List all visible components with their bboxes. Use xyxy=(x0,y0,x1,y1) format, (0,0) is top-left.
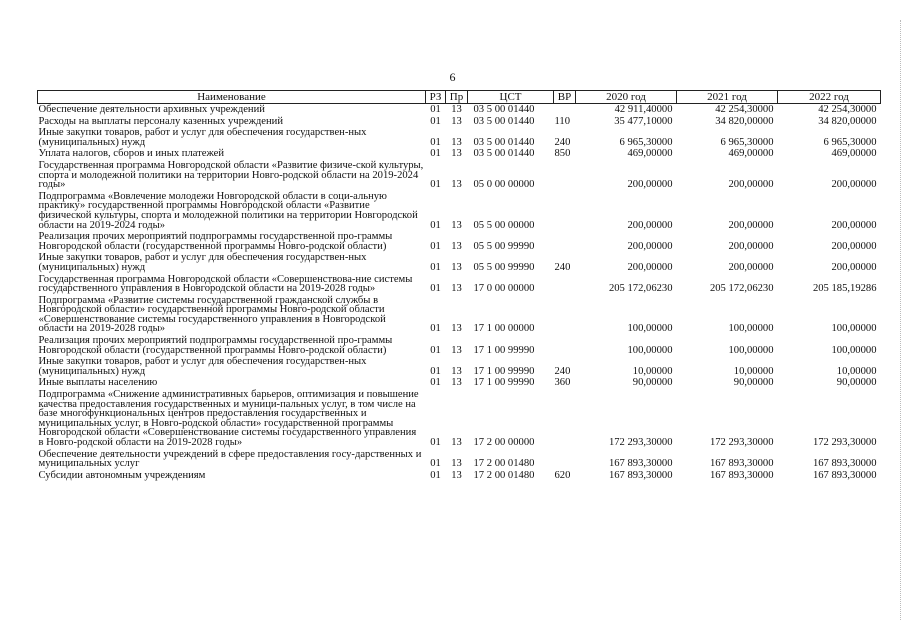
row-name: Подпрограмма «Снижение административных барьеров, оптимизация и повышение качества предоставления государственных и муници-пальных услуг, в том числе на базе многофункциональных центров предоставления государственных и муниципальных услуг, в Новго-родской области» государственной программы Новгородской области «Совершенствование системы государственного управления в Новго-родской области на 2019-2028 годы» xyxy=(38,389,419,448)
row-vr xyxy=(554,389,576,449)
row-2021: 200,00000 xyxy=(728,261,774,273)
table-row xyxy=(38,148,881,160)
row-2022: 200,00000 xyxy=(831,179,877,191)
table-row xyxy=(38,449,881,470)
row-cst: 03 5 00 01440 xyxy=(473,104,535,115)
row-2021: 6 965,30000 xyxy=(720,136,774,148)
header-name: Наименование xyxy=(38,91,426,104)
row-2021: 167 893,30000 xyxy=(709,458,774,470)
row-cst: 17 0 00 00000 xyxy=(473,283,535,295)
header-2020: 2020 год xyxy=(576,91,677,104)
table-row xyxy=(38,470,881,482)
row-2021: 172 293,30000 xyxy=(709,437,774,448)
row-2022: 90,00000 xyxy=(836,377,877,389)
row-vr: 620 xyxy=(554,469,571,481)
budget-table xyxy=(37,90,881,481)
table-row xyxy=(38,252,881,273)
row-rz: 01 xyxy=(430,323,441,335)
row-2021: 42 254,30000 xyxy=(715,104,774,115)
header-pr: Пр xyxy=(446,91,468,104)
row-vr xyxy=(554,295,576,335)
row-vr xyxy=(554,231,576,252)
row-pr: 13 xyxy=(451,240,462,252)
row-2020: 90,00000 xyxy=(632,377,673,389)
row-name: Подпрограмма «Вовлечение молодежи Новгородской области в соци-альную практику» государственной программы Новгородской области «Развитие физической культуры, спорта и молодежной политики на территории Новгородской области на 2019-2024 годы» xyxy=(38,190,418,231)
row-vr: 240 xyxy=(554,261,571,273)
row-2020: 100,00000 xyxy=(627,323,673,335)
row-pr: 13 xyxy=(451,323,462,335)
row-vr xyxy=(554,160,576,191)
row-rz: 01 xyxy=(430,469,441,481)
row-2020: 10,00000 xyxy=(632,365,673,377)
table-header-row xyxy=(38,91,881,104)
row-pr: 13 xyxy=(451,283,462,295)
row-vr xyxy=(554,274,576,295)
row-cst: 03 5 00 01440 xyxy=(473,136,535,148)
table-row xyxy=(38,191,881,231)
row-2020: 200,00000 xyxy=(627,261,673,273)
row-pr: 13 xyxy=(451,344,462,356)
scan-edge-line xyxy=(899,20,901,620)
row-name: Подпрограмма «Развитие системы государственной гражданской службы в Новгородской области» государственной программы Новго-родской области «Совершенствование системы государственного управления в Новгородской области на 2019-2028 годы» xyxy=(38,294,386,335)
table-row xyxy=(38,160,881,191)
header-rz: РЗ xyxy=(426,91,446,104)
row-2022: 167 893,30000 xyxy=(812,458,877,470)
row-name: Иные закупки товаров, работ и услуг для обеспечения государствен-ных (муниципальных) нужд xyxy=(38,127,367,148)
row-pr: 13 xyxy=(451,179,462,191)
row-cst: 03 5 00 01440 xyxy=(473,115,535,127)
row-2022: 200,00000 xyxy=(831,261,877,273)
row-2022: 172 293,30000 xyxy=(812,437,877,448)
row-cst: 05 5 00 99990 xyxy=(473,240,535,252)
row-cst: 17 1 00 99990 xyxy=(473,344,535,356)
row-2021: 167 893,30000 xyxy=(709,469,774,481)
row-rz: 01 xyxy=(430,283,441,295)
row-name: Государственная программа Новгородской области «Совершенствова-ние системы государственного управления в Новгородской области на 2019-2028 годы» xyxy=(38,273,413,295)
row-cst: 17 1 00 00000 xyxy=(473,323,535,335)
row-pr: 13 xyxy=(451,136,462,148)
row-2020: 172 293,30000 xyxy=(608,437,673,448)
row-2021: 469,00000 xyxy=(728,148,774,160)
row-2020: 100,00000 xyxy=(627,344,673,356)
table-row xyxy=(38,116,881,128)
row-name: Реализация прочих мероприятий подпрограммы государственной про-граммы Новгородской области (государственной программы Новго-родской области) xyxy=(38,335,393,356)
row-2020: 200,00000 xyxy=(627,179,673,191)
row-vr xyxy=(554,104,576,116)
row-2022: 100,00000 xyxy=(831,344,877,356)
row-name: Государственная программа Новгородской области «Развитие физиче-ской культуры, спорта и молодежной политики на территории Новго-родской области на 2019-2024 годы» xyxy=(38,159,424,191)
row-rz: 01 xyxy=(430,344,441,356)
row-rz: 01 xyxy=(430,240,441,252)
row-name: Расходы на выплаты персоналу казенных учреждений xyxy=(38,115,283,127)
header-2021: 2021 год xyxy=(677,91,778,104)
row-name: Реализация прочих мероприятий подпрограммы государственной про-граммы Новгородской области (государственной программы Новго-родской области) xyxy=(38,231,393,252)
row-2022: 205 185,19286 xyxy=(812,283,877,295)
row-vr: 110 xyxy=(554,115,570,127)
row-cst: 05 0 00 00000 xyxy=(473,179,535,191)
row-vr: 850 xyxy=(554,148,571,160)
row-2022: 469,00000 xyxy=(831,148,877,160)
row-name: Иные закупки товаров, работ и услуг для обеспечения государствен-ных (муниципальных) нужд xyxy=(38,356,367,377)
row-pr: 13 xyxy=(451,104,462,115)
table-row xyxy=(38,335,881,356)
row-rz: 01 xyxy=(430,377,441,389)
header-2022: 2022 год xyxy=(778,91,881,104)
row-2021: 200,00000 xyxy=(728,240,774,252)
row-pr: 13 xyxy=(451,261,462,273)
row-2022: 6 965,30000 xyxy=(823,136,877,148)
row-2020: 200,00000 xyxy=(627,240,673,252)
row-pr: 13 xyxy=(451,219,462,231)
row-vr: 240 xyxy=(554,365,571,377)
row-rz: 01 xyxy=(430,104,441,115)
row-2020: 167 893,30000 xyxy=(608,458,673,470)
row-2020: 42 911,40000 xyxy=(614,104,673,115)
row-pr: 13 xyxy=(451,148,462,160)
row-rz: 01 xyxy=(430,365,441,377)
row-cst: 03 5 00 01440 xyxy=(473,148,535,160)
row-cst: 17 2 00 01480 xyxy=(473,458,535,470)
row-pr: 13 xyxy=(451,469,462,481)
row-rz: 01 xyxy=(430,437,441,448)
row-pr: 13 xyxy=(451,377,462,389)
row-rz: 01 xyxy=(430,179,441,191)
table-row xyxy=(38,356,881,377)
row-vr xyxy=(554,449,576,470)
row-2020: 200,00000 xyxy=(627,219,673,231)
row-2022: 200,00000 xyxy=(831,219,877,231)
row-2022: 100,00000 xyxy=(831,323,877,335)
row-name: Иные закупки товаров, работ и услуг для обеспечения государствен-ных (муниципальных) нужд xyxy=(38,252,367,273)
row-rz: 01 xyxy=(430,219,441,231)
row-vr xyxy=(554,335,576,356)
table-row xyxy=(38,389,881,449)
row-cst: 17 1 00 99990 xyxy=(473,365,535,377)
row-pr: 13 xyxy=(451,458,462,470)
table-row xyxy=(38,377,881,389)
table-row xyxy=(38,274,881,295)
row-2022: 34 820,00000 xyxy=(818,115,877,127)
page-number: 6 xyxy=(449,70,456,84)
table-row xyxy=(38,104,881,116)
row-name: Иные выплаты населению xyxy=(38,377,158,389)
row-2022: 42 254,30000 xyxy=(818,104,877,115)
row-cst: 05 5 00 00000 xyxy=(473,219,535,231)
row-pr: 13 xyxy=(451,365,462,377)
row-2021: 34 820,00000 xyxy=(715,115,774,127)
row-rz: 01 xyxy=(430,136,441,148)
row-2022: 10,00000 xyxy=(836,365,877,377)
row-rz: 01 xyxy=(430,458,441,470)
table-row xyxy=(38,295,881,335)
row-rz: 01 xyxy=(430,115,441,127)
row-2021: 205 172,06230 xyxy=(709,283,774,295)
row-pr: 13 xyxy=(451,115,462,127)
row-2021: 200,00000 xyxy=(728,179,774,191)
row-vr: 360 xyxy=(554,377,571,389)
table-body xyxy=(38,104,881,482)
row-name: Обеспечение деятельности учреждений в сфере предоставления госу-дарственных и муниципальных услуг xyxy=(38,448,422,470)
row-name: Уплата налогов, сборов и иных платежей xyxy=(38,148,225,160)
row-name: Обеспечение деятельности архивных учреждений xyxy=(38,104,265,115)
row-vr: 240 xyxy=(554,136,571,148)
table-row xyxy=(38,231,881,252)
header-cst: ЦСТ xyxy=(468,91,554,104)
row-2020: 6 965,30000 xyxy=(619,136,673,148)
row-pr: 13 xyxy=(451,437,462,448)
row-2020: 35 477,10000 xyxy=(614,115,673,127)
row-cst: 17 2 00 01480 xyxy=(473,469,535,481)
row-2020: 469,00000 xyxy=(627,148,673,160)
row-2022: 200,00000 xyxy=(831,240,877,252)
row-2020: 205 172,06230 xyxy=(608,283,673,295)
row-2021: 90,00000 xyxy=(733,377,774,389)
row-vr xyxy=(554,191,576,231)
row-rz: 01 xyxy=(430,148,441,160)
row-2020: 167 893,30000 xyxy=(608,469,673,481)
row-2021: 100,00000 xyxy=(728,344,774,356)
row-2022: 167 893,30000 xyxy=(812,469,877,481)
row-cst: 17 1 00 99990 xyxy=(473,377,535,389)
row-cst: 05 5 00 99990 xyxy=(473,261,535,273)
row-rz: 01 xyxy=(430,261,441,273)
row-2021: 100,00000 xyxy=(728,323,774,335)
header-vr: ВР xyxy=(554,91,576,104)
row-name: Субсидии автономным учреждениям xyxy=(38,469,206,481)
table-row xyxy=(38,127,881,148)
row-2021: 10,00000 xyxy=(733,365,774,377)
row-2021: 200,00000 xyxy=(728,219,774,231)
row-cst: 17 2 00 00000 xyxy=(473,437,535,448)
